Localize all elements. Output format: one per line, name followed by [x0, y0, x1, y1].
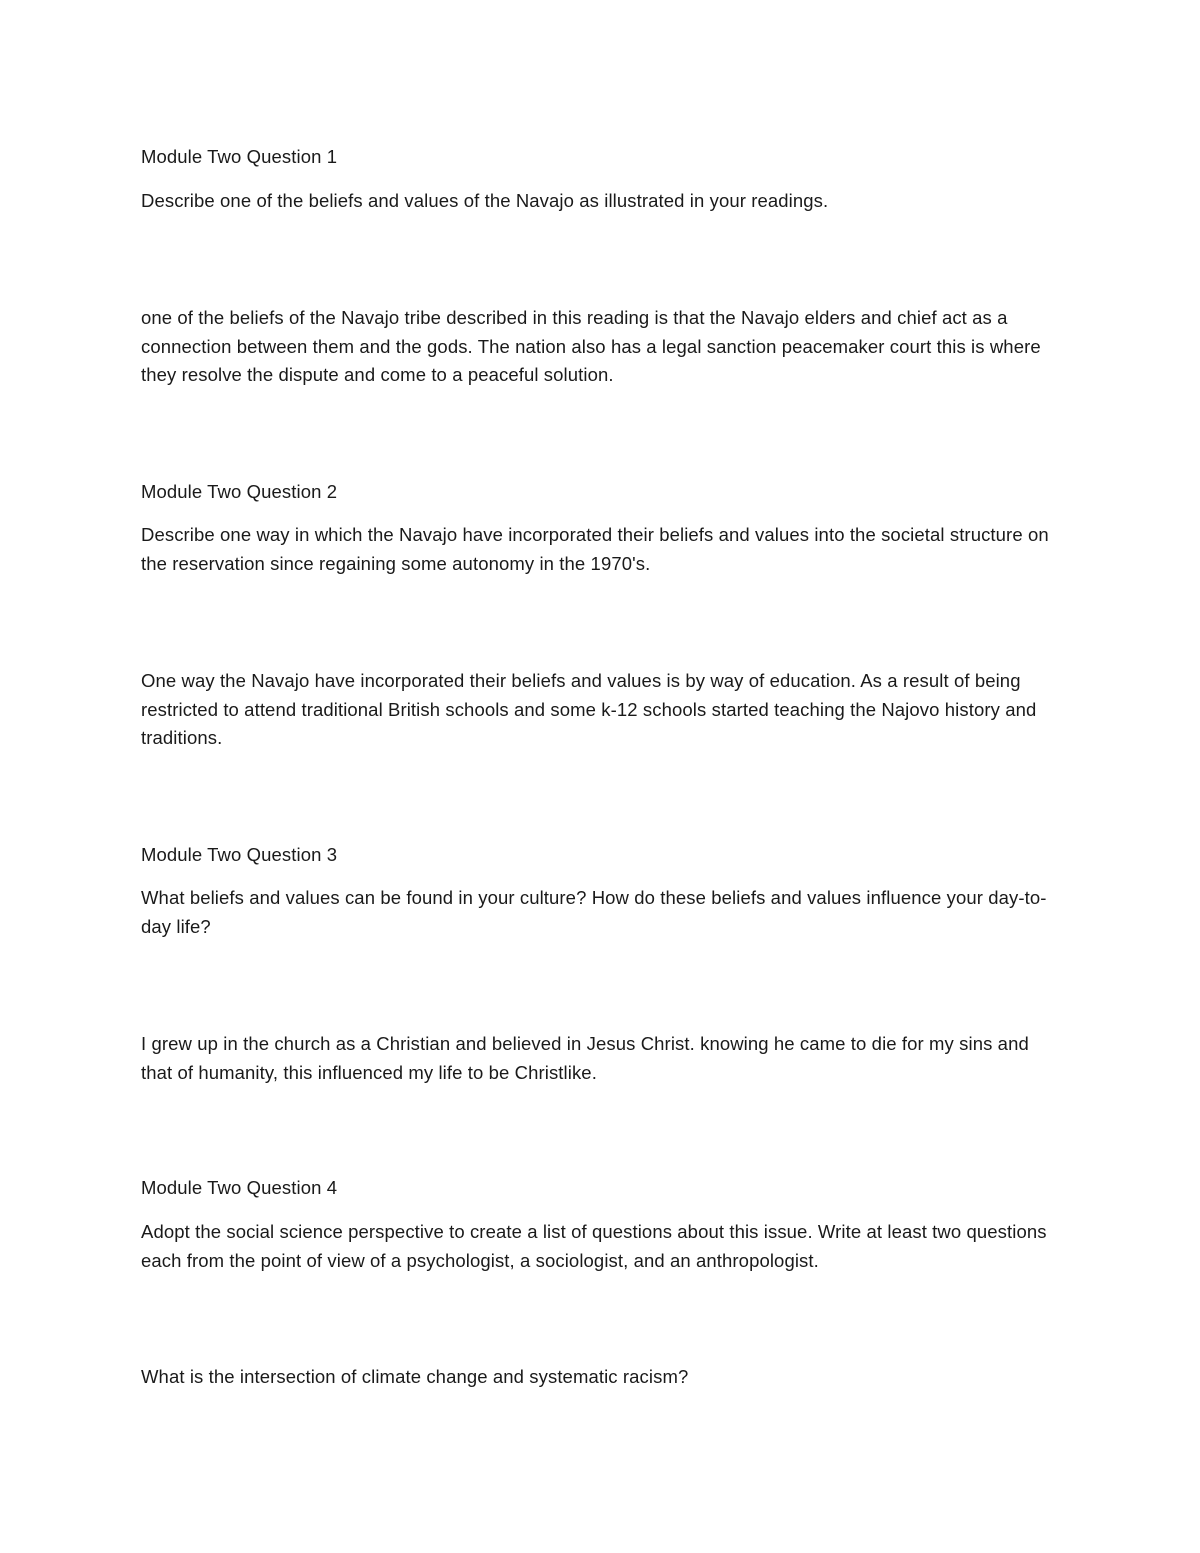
section-1-answer: one of the beliefs of the Navajo tribe described in this reading is that the Navajo elders and chief act as a connection between them and the gods. The nation also has a legal sanction peacemaker court this is where they resolve the dispute and come to a peaceful solution.: [141, 307, 1041, 386]
section-1-heading: Module Two Question 1: [141, 146, 338, 167]
section-3-heading: Module Two Question 3: [141, 844, 338, 865]
section-3-answer: I grew up in the church as a Christian and believed in Jesus Christ. knowing he came to die for my sins and that of humanity, this influenced my life to be Christlike.: [141, 1033, 1029, 1083]
section-4-answer: What is the intersection of climate change and systematic racism?: [141, 1366, 689, 1387]
section-4-heading: Module Two Question 4: [141, 1177, 338, 1198]
section-2-heading: Module Two Question 2: [141, 481, 338, 502]
section-2-question: Describe one way in which the Navajo have incorporated their beliefs and values into the societal structure on the reservation since regaining some autonomy in the 1970's.: [141, 524, 1049, 574]
section-1-question: Describe one of the beliefs and values of the Navajo as illustrated in your readings.: [141, 190, 829, 211]
section-3-question: What beliefs and values can be found in your culture? How do these beliefs and values influence your day-to-day life?: [141, 887, 1047, 937]
section-4-question: Adopt the social science perspective to create a list of questions about this issue. Write at least two questions each from the point of view of a psychologist, a sociologist, and an anthropologist.: [141, 1221, 1047, 1271]
section-2-answer: One way the Navajo have incorporated their beliefs and values is by way of education. As a result of being restricted to attend traditional British schools and some k-12 schools started teaching the Najovo history and traditions.: [141, 670, 1037, 749]
